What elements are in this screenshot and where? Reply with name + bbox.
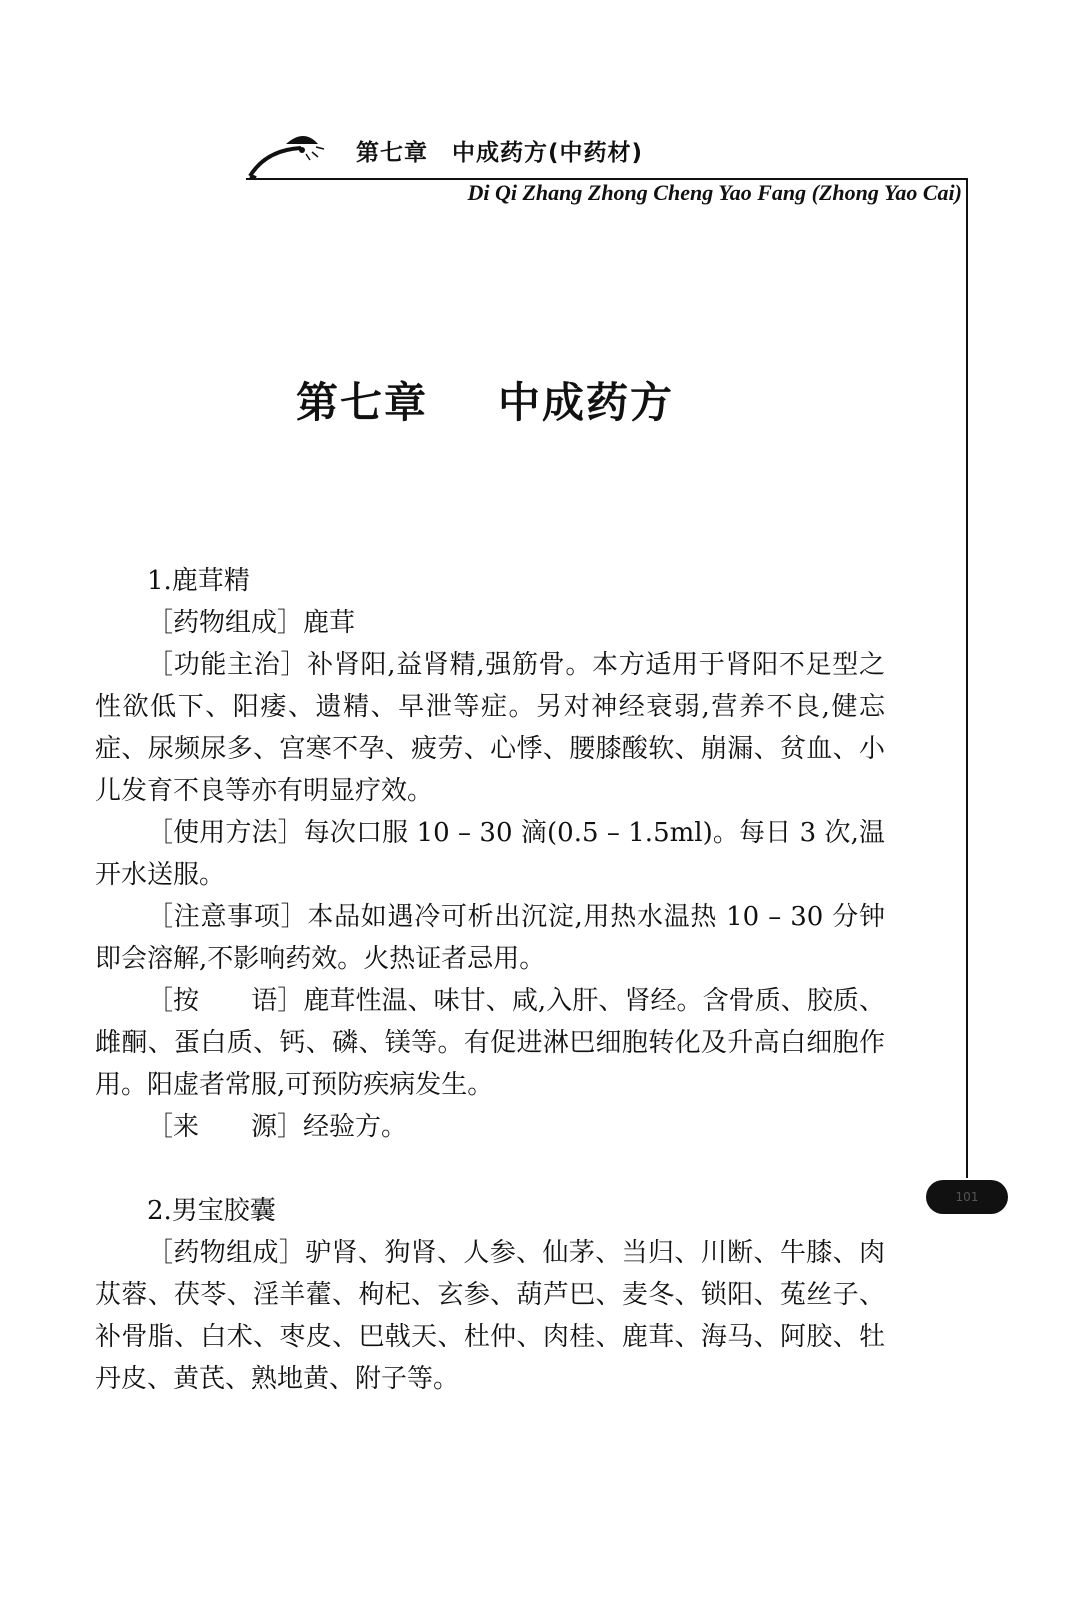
item-section xyxy=(95,1106,885,1148)
section-label: ［药物组成］ xyxy=(147,1238,306,1268)
running-header-pinyin: Di Qi Zhang Zhong Cheng Yao Fang (Zhong Yao Cai) xyxy=(467,180,962,205)
item-section xyxy=(95,602,885,644)
item-title: 1.鹿茸精 xyxy=(147,566,250,596)
section-text: 经验方。 xyxy=(303,1112,408,1142)
section-label: ［注意事项］ xyxy=(147,902,308,932)
section-label: ［药物组成］ xyxy=(147,608,304,638)
section-text: 鹿茸 xyxy=(303,608,356,638)
section-label: ［按 语］ xyxy=(147,986,304,1016)
section-label: ［使用方法］ xyxy=(147,818,304,848)
page-number-tab: 101 xyxy=(926,1180,1008,1214)
item-section xyxy=(95,812,885,896)
section-label: ［来 源］ xyxy=(147,1112,304,1142)
item-section xyxy=(95,896,885,980)
item-section xyxy=(95,980,885,1106)
item-title: 2.男宝胶囊 xyxy=(147,1196,276,1226)
margin-rule xyxy=(966,178,968,1178)
chapter-title xyxy=(296,370,674,430)
section-text: 鹿茸性温、味甘、咸,入肝、肾经。含骨质、胶质、雌酮、蛋白质、钙、磷、镁等。有促进淋巴细胞转化及升高白细胞作用。阳虚者常服,可预防疾病发生。 xyxy=(95,986,885,1100)
body-text xyxy=(95,560,885,1400)
section-text: 补肾阳,益肾精,强筋骨。本方适用于肾阳不足型之性欲低下、阳痿、遗精、早泄等症。另对神经衰弱,营养不良,健忘症、尿频尿多、宫寒不孕、疲劳、心悸、腰膝酸软、崩漏、贫血、小儿发育不良等亦有明显疗效。 xyxy=(95,650,885,806)
item-section xyxy=(95,644,885,812)
section-text: 每次口服 10 – 30 滴(0.5 – 1.5ml)。每日 3 次,温开水送服。 xyxy=(95,818,885,890)
chapter-number: 第七章 xyxy=(296,378,429,427)
running-header-chapter: 第七章 中成药方(中药材) xyxy=(356,140,644,166)
item-section xyxy=(95,1232,885,1400)
chapter-name: 中成药方 xyxy=(498,378,675,427)
header-lamp-logo xyxy=(246,130,366,190)
section-label: ［功能主治］ xyxy=(147,650,308,680)
spacer xyxy=(95,1148,885,1190)
section-text: 本品如遇冷可析出沉淀,用热水温热 10 – 30 分钟即会溶解,不影响药效。火热证者忌用。 xyxy=(95,902,885,974)
section-text: 驴肾、狗肾、人参、仙茅、当归、川断、牛膝、肉苁蓉、茯苓、淫羊藿、枸杞、玄参、葫芦巴、麦冬、锁阳、菟丝子、补骨脂、白术、枣皮、巴戟天、杜仲、肉桂、鹿茸、海马、阿胶、牡丹皮、黄芪、熟地黄、附子等。 xyxy=(95,1238,885,1394)
